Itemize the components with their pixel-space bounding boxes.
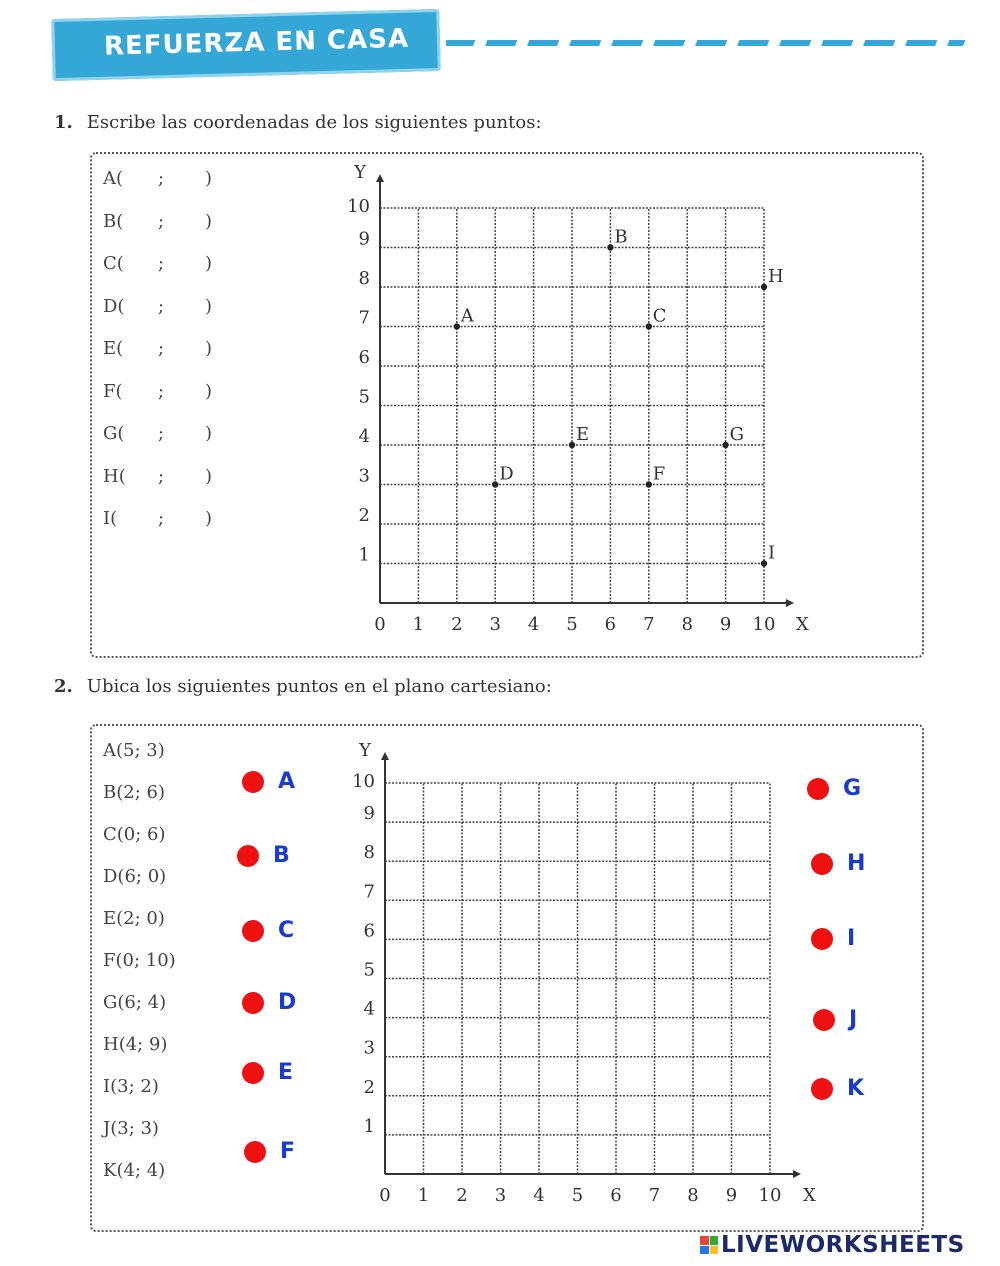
answer-close: ) bbox=[205, 210, 213, 232]
question-1-text: Escribe las coordenadas de los siguientes puntos: bbox=[86, 112, 542, 133]
answer-label: I( bbox=[103, 508, 118, 529]
x-tick-label: 5 bbox=[566, 614, 578, 635]
answer-close: ) bbox=[205, 295, 213, 317]
y-axis-label: Y bbox=[354, 162, 366, 183]
answer-label: B( bbox=[103, 210, 124, 232]
x-tick-label: 9 bbox=[725, 1185, 738, 1206]
x-tick-label: 8 bbox=[681, 614, 693, 635]
point-label: E bbox=[576, 424, 590, 445]
x-tick-label: 10 bbox=[752, 614, 776, 635]
point-list-item: J(3; 3) bbox=[103, 1118, 159, 1139]
draggable-point-label: I bbox=[847, 926, 856, 951]
x-tick-label: 3 bbox=[494, 1185, 507, 1206]
logo-text: LIVEWORKSHEETS bbox=[721, 1232, 965, 1258]
answer-label: A( bbox=[103, 168, 124, 189]
y-tick-label: 10 bbox=[352, 771, 375, 792]
y-axis-arrow-icon bbox=[381, 752, 389, 760]
point-label: F bbox=[652, 463, 666, 485]
logo-icon bbox=[700, 1236, 718, 1254]
point-label: B bbox=[614, 226, 628, 248]
point-label: C bbox=[652, 305, 667, 327]
x-tick-label: 2 bbox=[451, 614, 463, 635]
answer-close: ) bbox=[205, 508, 213, 529]
answer-separator: ; bbox=[158, 465, 165, 487]
point-list-item: E(2; 0) bbox=[103, 908, 165, 929]
draggable-point-label: F bbox=[280, 1139, 296, 1164]
x-tick-label: 6 bbox=[604, 614, 617, 635]
draggable-point-label: H bbox=[847, 851, 866, 876]
y-tick-label: 4 bbox=[358, 426, 370, 447]
answer-close: ) bbox=[205, 253, 213, 274]
y-tick-label: 5 bbox=[363, 959, 375, 981]
point-list-item: G(6; 4) bbox=[103, 992, 167, 1013]
answer-label: C( bbox=[103, 253, 124, 274]
question-1-number: 1. bbox=[54, 112, 73, 133]
x-tick-label: 7 bbox=[648, 1185, 661, 1206]
question-2-number: 2. bbox=[54, 676, 73, 697]
x-tick-label: 2 bbox=[456, 1185, 468, 1206]
y-axis-label: Y bbox=[359, 740, 371, 761]
answer-label: D( bbox=[103, 295, 125, 317]
banner-title: REFUERZA EN CASA bbox=[103, 23, 410, 62]
x-tick-label: 4 bbox=[533, 1185, 545, 1206]
point-label: H bbox=[768, 266, 784, 287]
draggable-point-label: G bbox=[843, 776, 862, 801]
point-label: G bbox=[729, 424, 744, 445]
draggable-point-label: B bbox=[273, 843, 290, 868]
answer-close: ) bbox=[205, 423, 213, 444]
x-tick-label: 5 bbox=[571, 1185, 584, 1206]
answer-label: E( bbox=[103, 338, 124, 359]
x-tick-label: 1 bbox=[417, 1185, 430, 1206]
y-tick-label: 8 bbox=[358, 268, 370, 289]
answer-separator: ; bbox=[158, 338, 165, 359]
answer-separator: ; bbox=[158, 380, 165, 402]
y-tick-label: 2 bbox=[363, 1076, 375, 1098]
answer-separator: ; bbox=[158, 253, 165, 274]
answer-separator: ; bbox=[158, 168, 165, 189]
answer-separator: ; bbox=[158, 295, 165, 317]
answer-separator: ; bbox=[158, 508, 165, 529]
point-list-item: B(2; 6) bbox=[103, 782, 165, 803]
y-tick-label: 7 bbox=[358, 307, 370, 329]
y-tick-label: 1 bbox=[363, 1115, 375, 1137]
y-tick-label: 6 bbox=[358, 347, 370, 368]
x-tick-label: 1 bbox=[412, 614, 425, 635]
draggable-point-label: A bbox=[278, 769, 296, 794]
x-axis-label: X bbox=[803, 1185, 816, 1206]
y-tick-label: 2 bbox=[358, 505, 370, 526]
answer-close: ) bbox=[205, 338, 213, 359]
x-tick-label: 8 bbox=[687, 1185, 699, 1206]
y-tick-label: 8 bbox=[363, 842, 375, 864]
y-tick-label: 5 bbox=[358, 386, 370, 408]
x-tick-label: 10 bbox=[758, 1185, 782, 1206]
answer-close: ) bbox=[205, 168, 213, 189]
draggable-point-label: D bbox=[278, 990, 297, 1015]
y-tick-label: 9 bbox=[363, 803, 375, 825]
x-tick-label: 0 bbox=[374, 614, 386, 635]
point-label: A bbox=[460, 305, 474, 327]
answer-label: H( bbox=[103, 465, 126, 487]
answer-label: F( bbox=[103, 380, 123, 402]
y-tick-label: 7 bbox=[363, 881, 375, 903]
point-list-item: A(5; 3) bbox=[103, 740, 165, 761]
x-tick-label: 6 bbox=[610, 1185, 622, 1206]
point-list-item: H(4; 9) bbox=[103, 1034, 168, 1055]
point-list-item: C(0; 6) bbox=[103, 824, 166, 845]
question-2-text: Ubica los siguientes puntos en el plano cartesiano: bbox=[86, 676, 552, 697]
liveworksheets-logo bbox=[700, 1232, 965, 1258]
x-tick-label: 7 bbox=[643, 614, 655, 635]
point-list-item: D(6; 0) bbox=[103, 866, 167, 887]
y-tick-label: 3 bbox=[363, 1037, 375, 1059]
draggable-point-label: K bbox=[847, 1076, 865, 1101]
y-tick-label: 4 bbox=[363, 998, 375, 1020]
point-list-item: K(4; 4) bbox=[103, 1160, 166, 1181]
x-axis-arrow-icon bbox=[793, 1170, 801, 1178]
y-tick-label: 1 bbox=[358, 544, 370, 566]
answer-label: G( bbox=[103, 423, 125, 444]
x-tick-label: 3 bbox=[489, 614, 501, 635]
point-list-item: F(0; 10) bbox=[103, 950, 176, 971]
x-axis-label: X bbox=[796, 614, 809, 635]
answer-separator: ; bbox=[158, 423, 165, 444]
y-tick-label: 10 bbox=[347, 196, 370, 217]
answer-close: ) bbox=[205, 465, 213, 487]
y-tick-label: 9 bbox=[358, 228, 370, 250]
x-tick-label: 0 bbox=[379, 1185, 391, 1206]
draggable-point-label: J bbox=[849, 1007, 858, 1032]
answer-close: ) bbox=[205, 380, 213, 402]
x-tick-label: 9 bbox=[719, 614, 732, 635]
draggable-point-label: E bbox=[278, 1060, 294, 1085]
point-list-item: I(3; 2) bbox=[103, 1076, 159, 1097]
y-tick-label: 3 bbox=[358, 465, 370, 487]
answer-separator: ; bbox=[158, 210, 165, 232]
point-label: D bbox=[499, 463, 514, 485]
point-label: I bbox=[768, 542, 776, 564]
y-tick-label: 6 bbox=[363, 920, 375, 942]
draggable-point-label: C bbox=[278, 918, 295, 943]
x-tick-label: 4 bbox=[527, 614, 540, 635]
